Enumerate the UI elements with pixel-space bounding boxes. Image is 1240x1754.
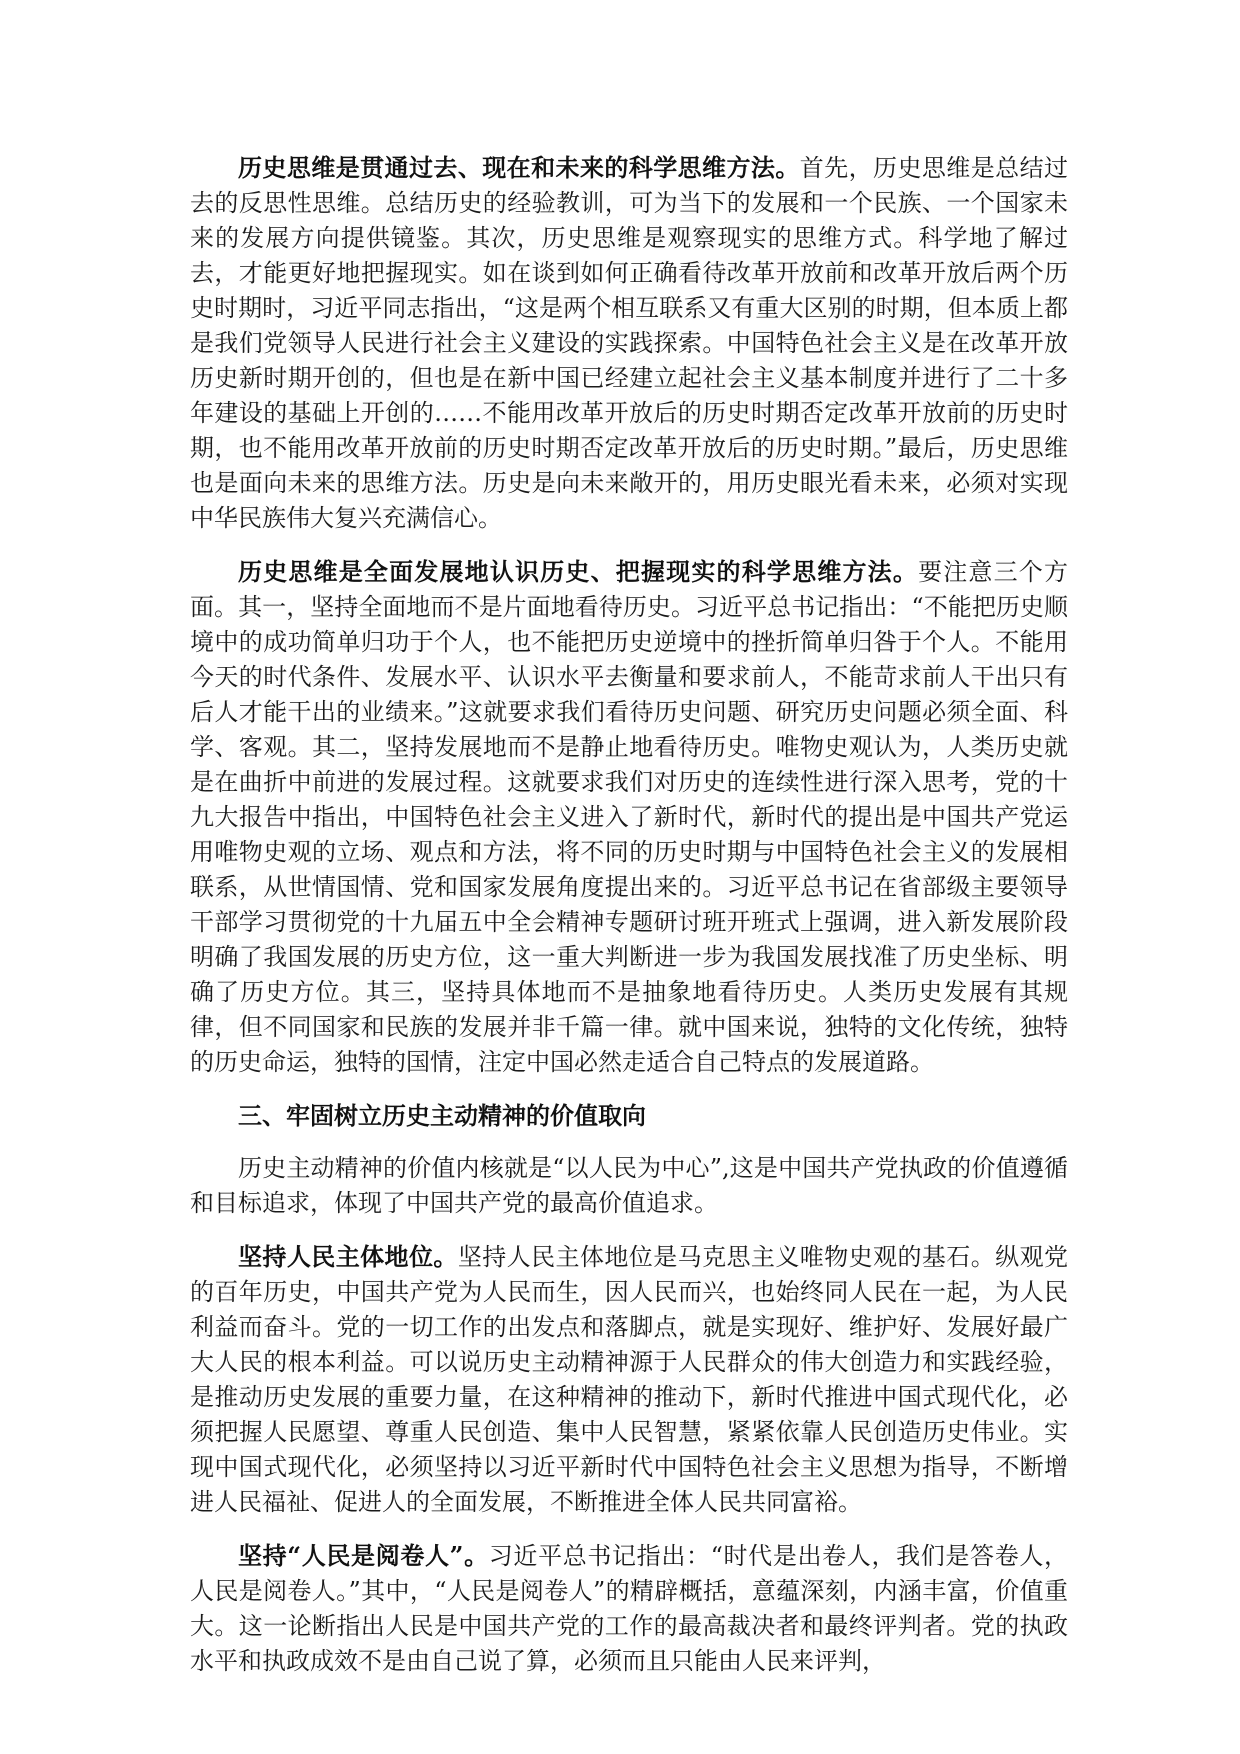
section-heading: 三、牢固树立历史主动精神的价值取向: [238, 1101, 646, 1130]
paragraph-body: 首先，历史思维是总结过去的反思性思维。总结历史的经验教训，可为当下的发展和一个民族、一个国家未来的发展方向提供镜鉴。其次，历史思维是观察现实的思维方式。科学地了解过去，才能更好地把握现实。如在谈到如何正确看待改革开放前和改革开放后两个历史时期时，习近平同志指出，“这是两个相互联系又有重大区别的时期，但本质上都是我们党领导人民进行社会主义建设的实践探索。中国特色社会主义是在改革开放历史新时期开创的，但也是在新中国已经建立起社会主义基本制度并进行了二十多年建设的基础上开创的……不能用改革开放后的历史时期否定改革开放前的历史时期，也不能用改革开放前的历史时期否定改革开放后的历史时期。”最后，历史思维也是面向未来的思维方法。历史是向未来敞开的，用历史眼光看未来，必须对实现中华民族伟大复兴充满信心。: [190, 154, 1069, 532]
paragraph-lead: 历史思维是全面发展地认识历史、把握现实的科学思维方法。: [238, 557, 919, 586]
paragraph: [190, 1538, 1068, 1679]
paragraph-lead: 历史思维是贯通过去、现在和未来的科学思维方法。: [238, 153, 800, 182]
paragraph-body: 习近平总书记指出：“时代是出卷人，我们是答卷人，人民是阅卷人。”其中，“人民是阅卷人”的精辟概括，意蕴深刻，内涵丰富，价值重大。这一论断指出人民是中国共产党的工作的最高裁决者和最终评判者。党的执政水平和执政成效不是由自己说了算，必须而且只能由人民来评判，: [190, 1542, 1068, 1675]
paragraph: [190, 554, 1068, 1080]
paragraph-lead: 坚持“人民是阅卷人”。: [238, 1541, 489, 1570]
paragraph-lead: 坚持人民主体地位。: [238, 1242, 458, 1271]
paragraph: [190, 150, 1068, 536]
paragraph: [190, 1239, 1068, 1520]
document-page: [190, 150, 1068, 1697]
paragraph-body: 坚持人民主体地位是马克思主义唯物史观的基石。纵观党的百年历史，中国共产党为人民而生，因人民而兴，也始终同人民在一起，为人民利益而奋斗。党的一切工作的出发点和落脚点，就是实现好、维护好、发展好最广大人民的根本利益。可以说历史主动精神源于人民群众的伟大创造力和实践经验，是推动历史发展的重要力量，在这种精神的推动下，新时代推进中国式现代化，必须把握人民愿望、尊重人民创造、集中人民智慧，紧紧依靠人民创造历史伟业。实现中国式现代化，必须坚持以习近平新时代中国特色社会主义思想为指导，不断增进人民福祉、促进人的全面发展，不断推进全体人民共同富裕。: [190, 1243, 1069, 1516]
paragraph-body: 要注意三个方面。其一，坚持全面地而不是片面地看待历史。习近平总书记指出：“不能把历史顺境中的成功简单归功于个人，也不能把历史逆境中的挫折简单归咎于个人。不能用今天的时代条件、发展水平、认识水平去衡量和要求前人，不能苛求前人干出只有后人才能干出的业绩来。”这就要求我们看待历史问题、研究历史问题必须全面、科学、客观。其二，坚持发展地而不是静止地看待历史。唯物史观认为，人类历史就是在曲折中前进的发展过程。这就要求我们对历史的连续性进行深入思考，党的十九大报告中指出，中国特色社会主义进入了新时代，新时代的提出是中国共产党运用唯物史观的立场、观点和方法，将不同的历史时期与中国特色社会主义的发展相联系，从世情国情、党和国家发展角度提出来的。习近平总书记在省部级主要领导干部学习贯彻党的十九届五中全会精神专题研讨班开班式上强调，进入新发展阶段明确了我国发展的历史方位，这一重大判断进一步为我国发展找准了历史坐标、明确了历史方位。其三，坚持具体地而不是抽象地看待历史。人类历史发展有其规律，但不同国家和民族的发展并非千篇一律。就中国来说，独特的文化传统，独特的历史命运，独特的国情，注定中国必然走适合自己特点的发展道路。: [190, 558, 1068, 1076]
section-intro: 历史主动精神的价值内核就是“以人民为中心”,这是中国共产党执政的价值遵循和目标追求，体现了中国共产党的最高价值追求。: [190, 1154, 1068, 1217]
